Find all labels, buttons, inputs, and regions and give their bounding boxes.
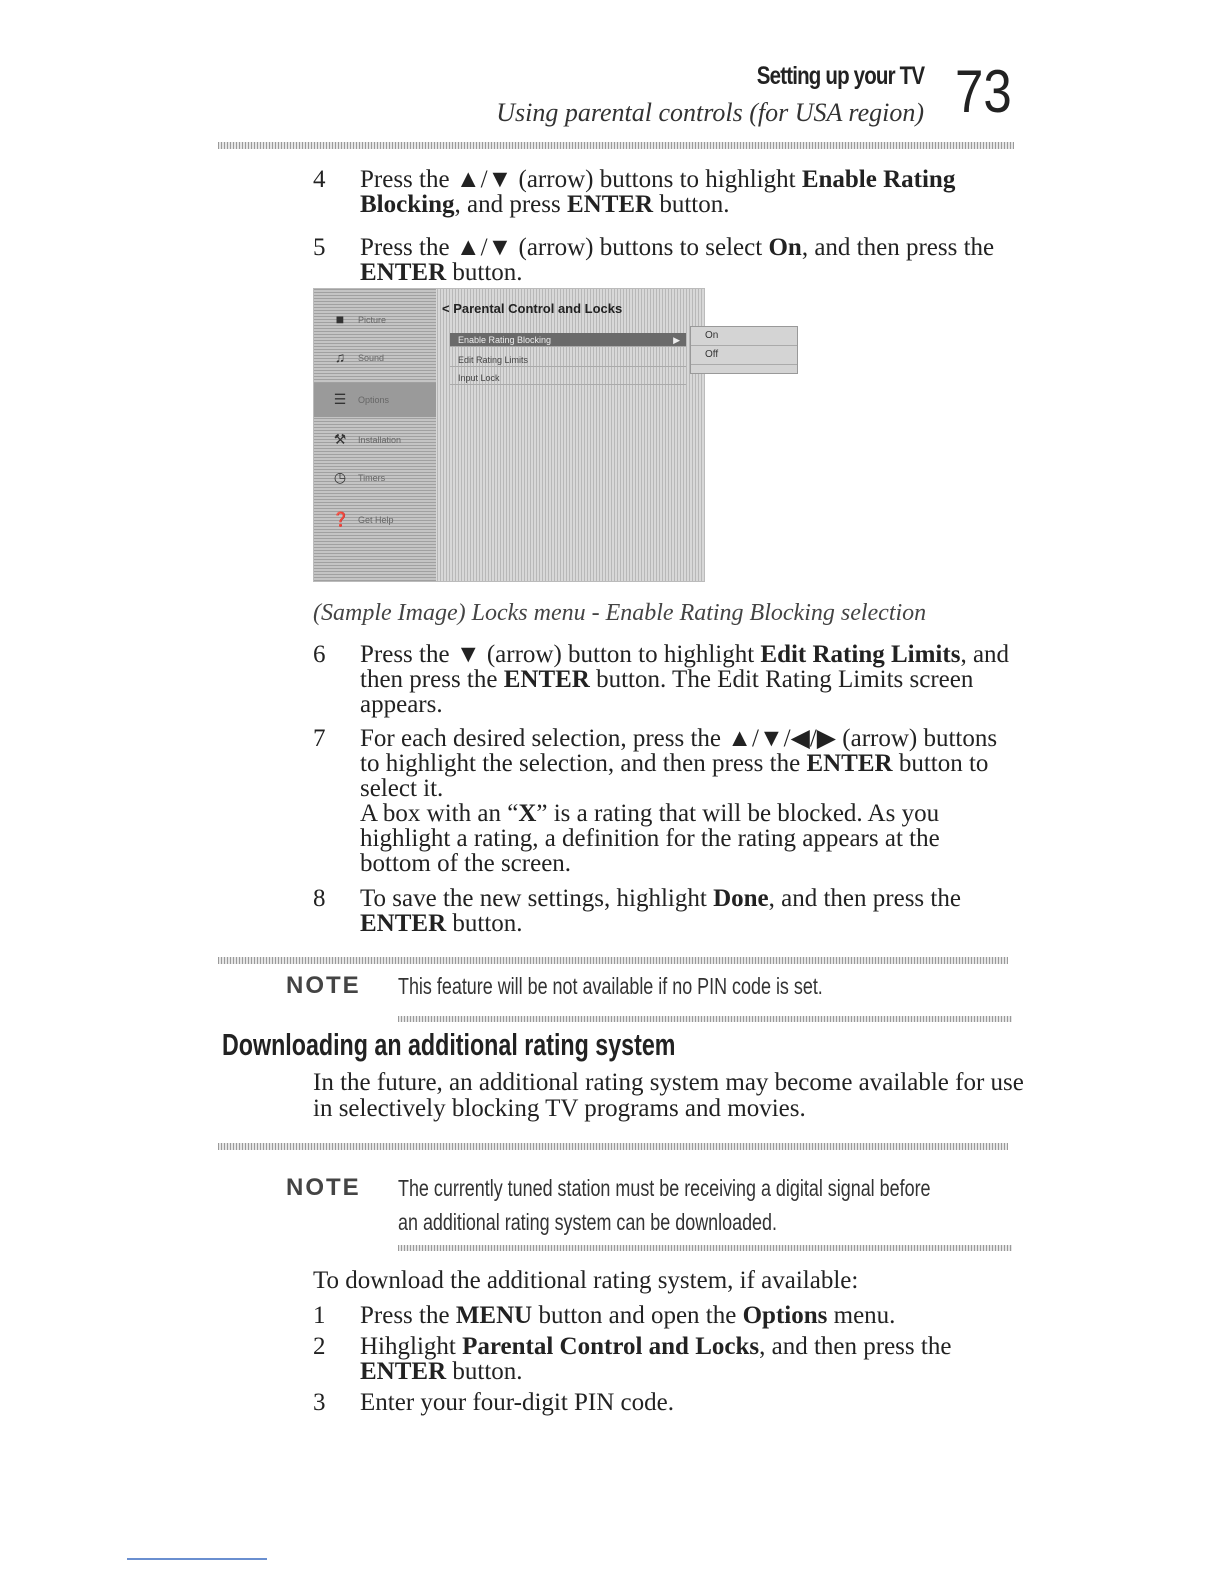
tv-sidebar-item-help [314, 503, 436, 537]
arrow-keys: ▲/▼ [455, 166, 513, 193]
image-caption: (Sample Image) Locks menu - Enable Rating Blocking selection [313, 600, 927, 626]
tv-row-input-lock [450, 371, 686, 385]
text: button and open the [532, 1302, 743, 1329]
text: Press the [360, 234, 456, 261]
note-text-line-1: The currently tuned station must be receiving a digital signal before [398, 1175, 931, 1201]
text: button. [446, 910, 523, 937]
text: Enter your four-digit PIN code. [360, 1389, 675, 1416]
text: Press the [360, 641, 456, 668]
text: For each desired selection, press the [360, 725, 728, 752]
text: A box with an “ [360, 800, 519, 827]
section-heading: Downloading an additional rating system [222, 1027, 676, 1062]
menu-ref: Options [742, 1302, 828, 1329]
timers-icon: ◷ [333, 469, 347, 485]
menu-item-ref: Enable Rating Blocking [360, 166, 956, 218]
installation-icon: ⚒ [333, 431, 347, 447]
note-text: This feature will be not available if no PIN code is set. [398, 973, 823, 999]
text: , and then press the [360, 641, 1010, 693]
note-divider [398, 1016, 1012, 1022]
text: button. The Edit Rating Limits screen appears. [360, 666, 974, 718]
sound-icon: ♫ [334, 349, 346, 365]
label: Input Lock [458, 373, 500, 383]
label: Sound [358, 353, 385, 363]
subsection-header: Using parental controls (for USA region) [496, 98, 924, 127]
popup-option-on: On [691, 327, 797, 346]
option-ref: On [768, 234, 802, 261]
step-5 [313, 234, 1010, 286]
step-number: 3 [313, 1389, 326, 1416]
text: (arrow) buttons to highlight [512, 166, 802, 193]
text: , and then press the [759, 1333, 952, 1360]
tv-sidebar [314, 289, 436, 581]
button-ref: ENTER [360, 259, 447, 286]
step-3 [313, 1389, 1010, 1416]
text: Press the [360, 166, 456, 193]
text: menu. [827, 1302, 896, 1329]
text: (arrow) button to highlight [480, 641, 761, 668]
arrow-keys: ▲/▼ [455, 234, 513, 261]
text: button. [446, 1358, 523, 1385]
button-ref: MENU [455, 1302, 533, 1329]
x-symbol: X [518, 800, 537, 827]
label: Get Help [358, 515, 394, 525]
note-divider [398, 1245, 1012, 1251]
label: Enable Rating Blocking [458, 335, 552, 345]
text: button to select it. [360, 750, 989, 802]
label: Options [358, 395, 390, 405]
step-7 [313, 725, 1010, 877]
button-ref: ENTER [360, 910, 447, 937]
step-6 [313, 641, 1010, 718]
text: , and press [454, 191, 567, 218]
step-number: 8 [313, 885, 326, 912]
text: button. [653, 191, 730, 218]
arrow-keys: ▼ [455, 641, 481, 668]
play-arrow-icon: ▶ [673, 335, 680, 345]
step-1 [313, 1302, 1010, 1329]
menu-item-ref: Edit Rating Limits [760, 641, 961, 668]
label: Timers [358, 473, 386, 483]
button-ref: ENTER [503, 666, 590, 693]
tv-sidebar-item-options [314, 383, 436, 417]
step-4 [313, 166, 1010, 218]
step-number: 1 [313, 1302, 326, 1329]
label: Installation [358, 435, 402, 445]
note-divider [218, 957, 1008, 964]
download-intro: To download the additional rating system, if available: [313, 1267, 859, 1294]
step-number: 5 [313, 234, 326, 261]
tv-sidebar-item-picture [314, 303, 436, 337]
step-number: 7 [313, 725, 326, 752]
step-2 [313, 1333, 1010, 1385]
page-number: 73 [955, 58, 1012, 125]
tv-sidebar-item-installation [314, 423, 436, 457]
button-ref: ENTER [566, 191, 654, 218]
picture-icon: ■ [335, 311, 345, 327]
text: Press the [360, 1302, 456, 1329]
tv-row-enable-rating-blocking [450, 333, 686, 347]
text: , and then press the [801, 234, 995, 261]
step-number: 6 [313, 641, 326, 668]
footer-line [127, 1558, 267, 1560]
note-divider [218, 1143, 1008, 1150]
section-paragraph: In the future, an additional rating system may become available for use in selectively blocking TV programs and movies. [313, 1069, 1024, 1122]
tv-menu-title: < Parental Control and Locks [442, 301, 623, 316]
step-8 [313, 885, 1010, 937]
text: (arrow) buttons to select [512, 234, 769, 261]
tv-onoff-popup [690, 326, 798, 374]
step-number: 2 [313, 1333, 326, 1360]
tv-sidebar-item-timers [314, 461, 436, 495]
text: (arrow) buttons to highlight the selection, and then press the [360, 725, 998, 777]
step-7-explanation [360, 801, 1010, 876]
header-divider [218, 142, 1014, 149]
section-title-header: Setting up your TV [756, 62, 924, 90]
text: button. [446, 259, 523, 286]
text: To save the new settings, highlight [360, 885, 714, 912]
menu-item-ref: Parental Control and Locks [462, 1333, 760, 1360]
label: Picture [358, 315, 387, 325]
arrow-keys: ▲/▼/◀/▶ [727, 725, 837, 752]
button-ref: ENTER [806, 750, 893, 777]
button-ref: ENTER [360, 1358, 447, 1385]
tv-sidebar-item-sound [314, 341, 436, 375]
text: , and then press the [768, 885, 961, 912]
text: ” is a rating that will be blocked. As you highlight a rating, a definition for the rating appears at the bottom of the screen. [360, 800, 940, 877]
label: Edit Rating Limits [458, 355, 529, 365]
tv-row-edit-rating-limits [450, 353, 686, 367]
help-icon: ❓ [332, 511, 350, 527]
text: Hihglight [360, 1333, 463, 1360]
note-text-line-2: an additional rating system can be downloaded. [398, 1209, 777, 1235]
note-label: NOTE [286, 1174, 361, 1201]
note-label: NOTE [286, 972, 361, 999]
menu-item-ref: Done [713, 885, 769, 912]
tv-menu-screenshot [313, 288, 705, 582]
popup-option-off: Off [691, 346, 797, 365]
step-number: 4 [313, 166, 326, 193]
options-icon: ☰ [333, 391, 347, 407]
